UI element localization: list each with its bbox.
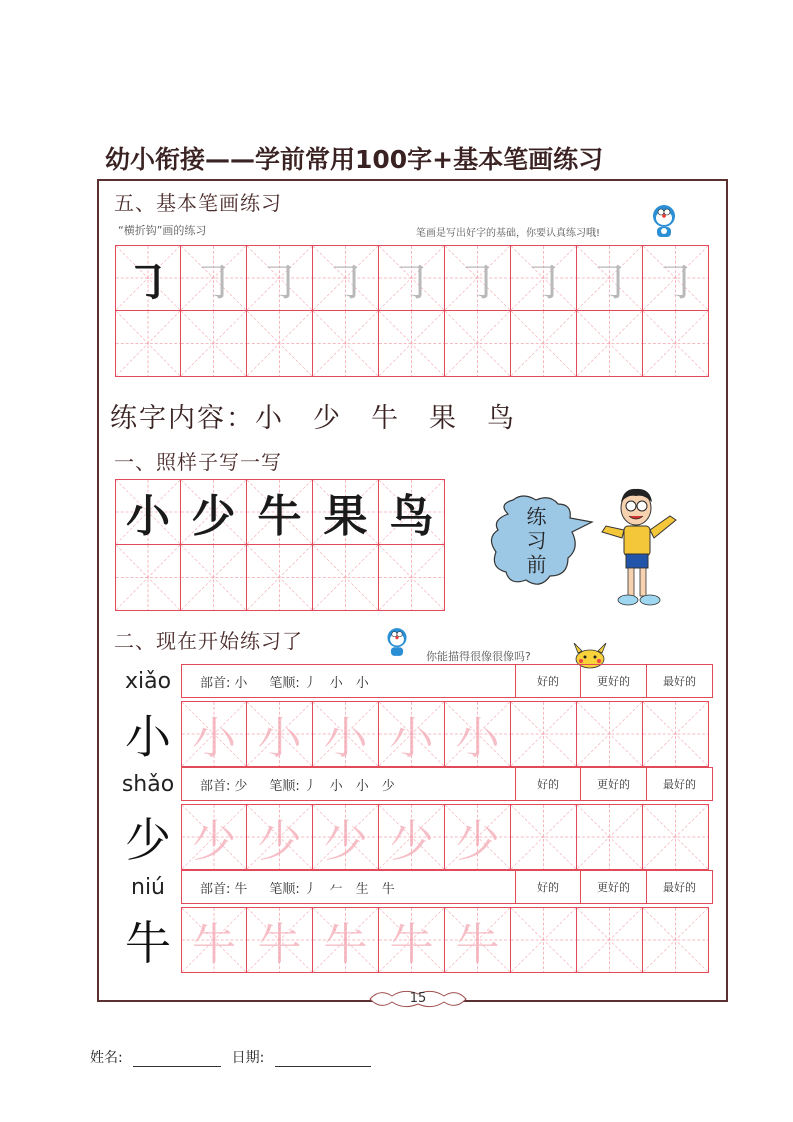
trace-stroke-cell[interactable]	[247, 245, 313, 311]
cell-char: 牛	[455, 919, 500, 970]
cell-char: 牛	[192, 919, 236, 970]
trace-stroke-cell[interactable]	[577, 245, 643, 311]
practice-block	[115, 767, 715, 870]
rating-label: 更好的	[581, 767, 647, 801]
rating-writing-cell[interactable]	[577, 804, 643, 870]
trace-char-cell[interactable]	[247, 701, 313, 767]
trace-char-cell[interactable]	[379, 701, 445, 767]
blank-writing-cell[interactable]	[247, 311, 313, 377]
cell-char: 少	[257, 816, 302, 867]
blank-writing-cell[interactable]	[379, 311, 445, 377]
trace-stroke-cell[interactable]	[445, 245, 511, 311]
rating-label: 好的	[515, 664, 581, 698]
rating-writing-cell[interactable]	[577, 907, 643, 973]
cell-char: ㇆	[521, 257, 566, 308]
cell-char: ㇆	[257, 257, 302, 308]
bubble-text: 练习前	[523, 506, 547, 578]
trace-char-cell[interactable]	[313, 804, 379, 870]
blank-writing-cell[interactable]	[247, 545, 313, 611]
cell-char: 少	[455, 816, 500, 867]
rating-label: 最好的	[647, 767, 713, 801]
trace-char-cell[interactable]	[181, 804, 247, 870]
pinyin: xiǎo	[124, 668, 172, 694]
blank-writing-cell[interactable]	[181, 311, 247, 377]
question-text: 你能描得很像很像吗?	[426, 650, 531, 663]
cell-char: 少	[192, 816, 236, 867]
rating-writing-cell[interactable]	[511, 804, 577, 870]
example-char: 牛	[125, 916, 171, 970]
rating-writing-cell[interactable]	[577, 701, 643, 767]
cell-char: ㇆	[587, 257, 632, 308]
char-info	[181, 664, 515, 698]
radical: 小	[234, 675, 248, 691]
cell-char: 小	[257, 713, 302, 764]
radical: 少	[234, 778, 248, 794]
practice-block	[115, 870, 715, 973]
model-chars-grid	[115, 479, 445, 611]
trace-stroke-cell[interactable]	[181, 245, 247, 311]
cell-char: ㇆	[323, 257, 368, 308]
trace-char-cell[interactable]	[379, 907, 445, 973]
rating-writing-cell[interactable]	[643, 907, 709, 973]
cell-char: 果	[323, 491, 368, 542]
stroke-order-label: 笔顺:	[269, 675, 300, 691]
boy-illustration	[598, 486, 684, 612]
cell-char: 牛	[257, 491, 302, 542]
rating-writing-cell[interactable]	[511, 907, 577, 973]
trace-stroke-cell[interactable]	[511, 245, 577, 311]
trace-char-cell[interactable]	[247, 804, 313, 870]
stroke-order-label: 笔顺:	[269, 881, 300, 897]
trace-char-cell[interactable]	[181, 701, 247, 767]
cell-char: 少	[389, 816, 434, 867]
blank-writing-cell[interactable]	[445, 311, 511, 377]
cell-char: 少	[191, 491, 236, 542]
model-char-cell[interactable]	[313, 479, 379, 545]
rating-label: 更好的	[581, 664, 647, 698]
cell-char: 小	[323, 713, 368, 764]
cell-char: 牛	[323, 919, 368, 970]
blank-writing-cell[interactable]	[115, 311, 181, 377]
cell-char: 小	[126, 491, 170, 542]
name-field[interactable]	[133, 1052, 221, 1067]
model-stroke-cell[interactable]	[115, 245, 181, 311]
trace-char-cell[interactable]	[313, 907, 379, 973]
name-label: 姓名:	[90, 1050, 123, 1066]
stroke-order: 丿 小 小	[303, 675, 369, 691]
date-label: 日期:	[231, 1050, 265, 1066]
cell-char: 鸟	[389, 491, 434, 542]
trace-char-cell[interactable]	[445, 907, 511, 973]
rating-label: 更好的	[581, 870, 647, 904]
model-char-cell[interactable]	[247, 479, 313, 545]
date-field[interactable]	[275, 1052, 371, 1067]
practice-rows	[115, 664, 715, 973]
doraemon-small-icon	[384, 626, 410, 658]
cell-char: ㇆	[126, 257, 170, 308]
cell-char: ㇆	[455, 257, 500, 308]
page-number: 15	[409, 991, 427, 1006]
rating-writing-cell[interactable]	[511, 701, 577, 767]
blank-writing-cell[interactable]	[181, 545, 247, 611]
stroke-practice-grid	[115, 245, 709, 377]
rating-label: 最好的	[647, 870, 713, 904]
rating-label: 最好的	[647, 664, 713, 698]
trace-char-cell[interactable]	[181, 907, 247, 973]
trace-stroke-cell[interactable]	[379, 245, 445, 311]
blank-writing-cell[interactable]	[379, 545, 445, 611]
trace-char-cell[interactable]	[445, 804, 511, 870]
rating-label: 好的	[515, 870, 581, 904]
stroke-label: “横折钩”画的练习	[118, 224, 207, 237]
model-char-cell[interactable]	[115, 479, 181, 545]
radical: 牛	[234, 881, 248, 897]
trace-char-cell[interactable]	[313, 701, 379, 767]
example-char: 小	[125, 710, 171, 764]
radical-label: 部首:	[200, 675, 231, 691]
blank-writing-cell[interactable]	[115, 545, 181, 611]
trace-stroke-cell[interactable]	[313, 245, 379, 311]
cell-char: ㇆	[653, 257, 698, 308]
cell-char: 小	[192, 713, 236, 764]
practice-block	[115, 664, 715, 767]
page-title: 幼小衔接——学前常用100字+基本笔画练习	[105, 145, 604, 174]
cell-char: 小	[389, 713, 434, 764]
section1-heading: 一、照样子写一写	[114, 450, 282, 474]
pinyin: shǎo	[121, 771, 175, 797]
cell-char: 牛	[257, 919, 302, 970]
cell-char: 小	[455, 713, 500, 764]
char-info	[181, 870, 515, 904]
char-info	[181, 767, 515, 801]
stroke-order: 丿 小 小 少	[303, 778, 395, 794]
blank-writing-cell[interactable]	[511, 311, 577, 377]
doraemon-icon	[649, 203, 679, 239]
blank-writing-cell[interactable]	[577, 311, 643, 377]
trace-char-cell[interactable]	[445, 701, 511, 767]
trace-stroke-cell[interactable]	[643, 245, 709, 311]
radical-label: 部首:	[200, 778, 231, 794]
cell-char: 少	[323, 816, 368, 867]
pinyin: niú	[131, 874, 165, 900]
practice-content-line: 练字内容：小 少 牛 果 鸟	[110, 403, 516, 434]
rating-label: 好的	[515, 767, 581, 801]
cell-char: 牛	[389, 919, 434, 970]
tip-text: 笔画是写出好字的基础，你要认真练习哦!	[416, 228, 601, 239]
rating-writing-cell[interactable]	[643, 804, 709, 870]
model-char-cell[interactable]	[181, 479, 247, 545]
section2-heading: 二、现在开始练习了	[114, 629, 303, 653]
cell-char: ㇆	[389, 257, 434, 308]
blank-writing-cell[interactable]	[313, 545, 379, 611]
blank-writing-cell[interactable]	[313, 311, 379, 377]
example-char: 少	[125, 813, 171, 867]
section5-heading: 五、基本笔画练习	[114, 191, 282, 215]
stroke-order: 丿 𠂉 生 牛	[303, 881, 395, 897]
stroke-order-label: 笔顺:	[269, 778, 300, 794]
radical-label: 部首:	[200, 881, 231, 897]
cell-char: ㇆	[191, 257, 236, 308]
footer	[90, 1047, 371, 1067]
rating-writing-cell[interactable]	[643, 701, 709, 767]
trace-char-cell[interactable]	[247, 907, 313, 973]
model-char-cell[interactable]	[379, 479, 445, 545]
blank-writing-cell[interactable]	[643, 311, 709, 377]
trace-char-cell[interactable]	[379, 804, 445, 870]
